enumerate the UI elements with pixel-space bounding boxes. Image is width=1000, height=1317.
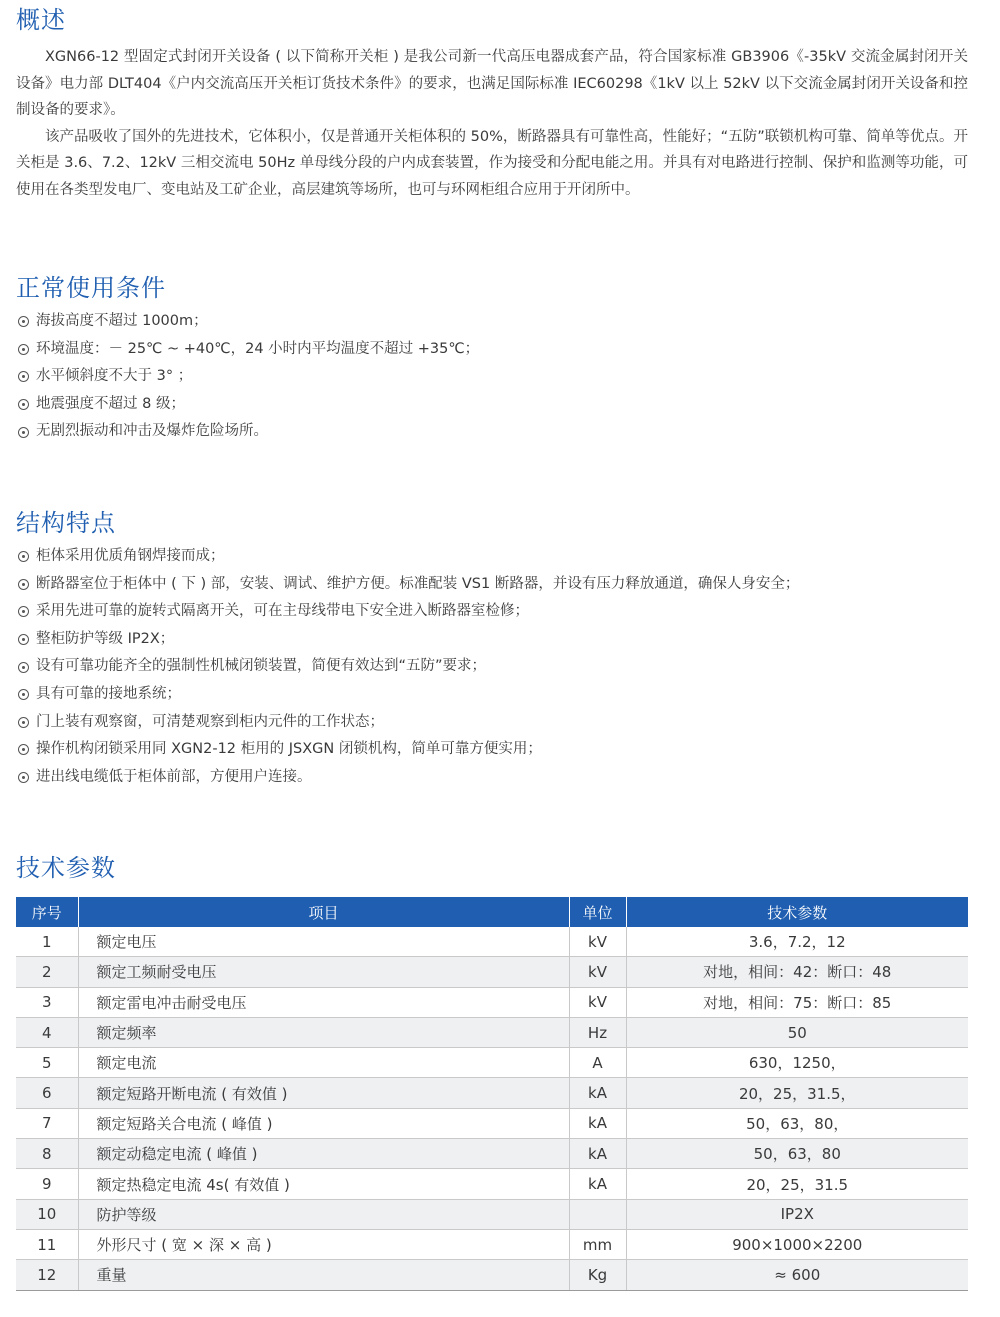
list-item: 断路器室位于柜体中 ( 下 ) 部，安装、调试、维护方便。标准配装 VS1 断路器，并设有压力释放通道，确保人身安全； bbox=[16, 571, 968, 599]
row-index: 4 bbox=[16, 1017, 78, 1047]
circle-dot-icon bbox=[18, 634, 29, 645]
row-index: 9 bbox=[16, 1169, 78, 1199]
row-item: 额定短路关合电流 ( 峰值 ) bbox=[78, 1108, 569, 1138]
row-unit bbox=[569, 1199, 626, 1229]
row-index: 10 bbox=[16, 1199, 78, 1229]
row-value: 20，25，31.5 bbox=[626, 1169, 968, 1199]
row-item: 额定电压 bbox=[78, 927, 569, 957]
circle-dot-icon bbox=[18, 427, 29, 438]
circle-dot-icon bbox=[18, 579, 29, 590]
list-item: 操作机构闭锁采用同 XGN2-12 柜用的 JSXGN 闭锁机构，简单可靠方便实用； bbox=[16, 736, 968, 764]
circle-dot-icon bbox=[18, 744, 29, 755]
circle-dot-icon bbox=[18, 316, 29, 327]
row-unit: kA bbox=[569, 1108, 626, 1138]
row-unit: kV bbox=[569, 927, 626, 957]
circle-dot-icon bbox=[18, 689, 29, 700]
row-unit: kA bbox=[569, 1078, 626, 1108]
header-unit: 单位 bbox=[569, 897, 626, 927]
row-unit: kV bbox=[569, 957, 626, 987]
row-value: ≈ 600 bbox=[626, 1260, 968, 1290]
header-item: 项目 bbox=[78, 897, 569, 927]
specs-table bbox=[16, 897, 968, 1291]
circle-dot-icon bbox=[18, 606, 29, 617]
row-index: 11 bbox=[16, 1229, 78, 1259]
table-row bbox=[16, 1169, 968, 1199]
features-list bbox=[16, 543, 968, 791]
row-unit: A bbox=[569, 1048, 626, 1078]
row-unit: Hz bbox=[569, 1017, 626, 1047]
row-index: 7 bbox=[16, 1108, 78, 1138]
circle-dot-icon bbox=[18, 371, 29, 382]
circle-dot-icon bbox=[18, 717, 29, 728]
row-item: 额定雷电冲击耐受电压 bbox=[78, 987, 569, 1017]
row-value: 900×1000×2200 bbox=[626, 1229, 968, 1259]
list-item: 环境温度：－ 25℃ ~ +40℃，24 小时内平均温度不超过 +35℃； bbox=[16, 336, 968, 364]
row-item: 额定短路开断电流 ( 有效值 ) bbox=[78, 1078, 569, 1108]
table-row bbox=[16, 1048, 968, 1078]
row-index: 6 bbox=[16, 1078, 78, 1108]
list-item: 进出线电缆低于柜体前部，方便用户连接。 bbox=[16, 764, 968, 792]
conditions-title: 正常使用条件 bbox=[16, 274, 166, 302]
row-unit: kA bbox=[569, 1169, 626, 1199]
conditions-section bbox=[16, 272, 968, 446]
row-index: 8 bbox=[16, 1139, 78, 1169]
row-unit: kA bbox=[569, 1139, 626, 1169]
list-item: 海拔高度不超过 1000m； bbox=[16, 308, 968, 336]
row-value: 50 bbox=[626, 1017, 968, 1047]
circle-dot-icon bbox=[18, 344, 29, 355]
specs-section bbox=[16, 852, 968, 1291]
row-value: IP2X bbox=[626, 1199, 968, 1229]
specs-table-body bbox=[16, 927, 968, 1290]
overview-title: 概述 bbox=[16, 6, 66, 34]
row-item: 重量 bbox=[78, 1260, 569, 1290]
row-item: 防护等级 bbox=[78, 1199, 569, 1229]
circle-dot-icon bbox=[18, 399, 29, 410]
circle-dot-icon bbox=[18, 551, 29, 562]
row-unit: kV bbox=[569, 987, 626, 1017]
row-value: 630，1250， bbox=[626, 1048, 968, 1078]
table-row bbox=[16, 1260, 968, 1290]
row-unit: Kg bbox=[569, 1260, 626, 1290]
overview-paragraph: 该产品吸收了国外的先进技术，它体积小，仅是普通开关柜体积的 50%，断路器具有可靠性高，性能好；“五防”联锁机构可靠、简单等优点。开关柜是 3.6、7.2、12kV 三相交流电 50Hz 单母线分段的户内成套装置，作为接受和分配电能之用。并具有对电路进行控制、保护和监测等功能，可使用在各类型发电厂、变电站及工矿企业，高层建筑等场所，也可与环网柜组合应用于开闭所中。 bbox=[16, 128, 968, 198]
row-index: 5 bbox=[16, 1048, 78, 1078]
row-item: 额定动稳定电流 ( 峰值 ) bbox=[78, 1139, 569, 1169]
row-index: 2 bbox=[16, 957, 78, 987]
row-value: 对地，相间：75：断口：85 bbox=[626, 987, 968, 1017]
features-section bbox=[16, 507, 968, 791]
list-item: 整柜防护等级 IP2X； bbox=[16, 626, 968, 654]
table-row bbox=[16, 987, 968, 1017]
row-value: 3.6，7.2，12 bbox=[626, 927, 968, 957]
table-row bbox=[16, 1199, 968, 1229]
header-index: 序号 bbox=[16, 897, 78, 927]
table-row bbox=[16, 1017, 968, 1047]
overview-section bbox=[16, 4, 968, 203]
table-row bbox=[16, 957, 968, 987]
circle-dot-icon bbox=[18, 772, 29, 783]
header-value: 技术参数 bbox=[626, 897, 968, 927]
row-value: 50，63，80， bbox=[626, 1108, 968, 1138]
table-row bbox=[16, 1078, 968, 1108]
row-unit: mm bbox=[569, 1229, 626, 1259]
row-index: 3 bbox=[16, 987, 78, 1017]
row-value: 对地，相间：42：断口：48 bbox=[626, 957, 968, 987]
list-item: 具有可靠的接地系统； bbox=[16, 681, 968, 709]
row-index: 12 bbox=[16, 1260, 78, 1290]
list-item: 无剧烈振动和冲击及爆炸危险场所。 bbox=[16, 418, 968, 446]
features-title: 结构特点 bbox=[16, 509, 116, 537]
row-item: 额定电流 bbox=[78, 1048, 569, 1078]
row-item: 额定频率 bbox=[78, 1017, 569, 1047]
list-item: 设有可靠功能齐全的强制性机械闭锁装置，简便有效达到“五防”要求； bbox=[16, 653, 968, 681]
row-value: 20，25，31.5， bbox=[626, 1078, 968, 1108]
row-item: 外形尺寸 ( 宽 × 深 × 高 ) bbox=[78, 1229, 569, 1259]
list-item: 水平倾斜度不大于 3° ； bbox=[16, 363, 968, 391]
row-value: 50，63，80 bbox=[626, 1139, 968, 1169]
table-row bbox=[16, 1139, 968, 1169]
list-item: 地震强度不超过 8 级； bbox=[16, 391, 968, 419]
circle-dot-icon bbox=[18, 662, 29, 673]
list-item: 柜体采用优质角钢焊接而成； bbox=[16, 543, 968, 571]
table-header-row bbox=[16, 897, 968, 927]
table-row bbox=[16, 1108, 968, 1138]
conditions-list bbox=[16, 308, 968, 446]
list-item: 采用先进可靠的旋转式隔离开关，可在主母线带电下安全进入断路器室检修； bbox=[16, 598, 968, 626]
specs-title: 技术参数 bbox=[16, 854, 116, 882]
row-item: 额定工频耐受电压 bbox=[78, 957, 569, 987]
table-row bbox=[16, 927, 968, 957]
list-item: 门上装有观察窗，可清楚观察到柜内元件的工作状态； bbox=[16, 709, 968, 737]
row-item: 额定热稳定电流 4s( 有效值 ) bbox=[78, 1169, 569, 1199]
table-row bbox=[16, 1229, 968, 1259]
row-index: 1 bbox=[16, 927, 78, 957]
overview-paragraph: XGN66-12 型固定式封闭开关设备 ( 以下简称开关柜 ) 是我公司新一代高压电器成套产品，符合国家标准 GB3906《-35kV 交流金属封闭开关设备》电力部 DLT404《户内交流高压开关柜订货技术条件》的要求，也满足国际标准 IEC60298《1kV 以上 52kV 以下交流金属封闭开关设备和控制设备的要求》。 bbox=[16, 49, 968, 118]
